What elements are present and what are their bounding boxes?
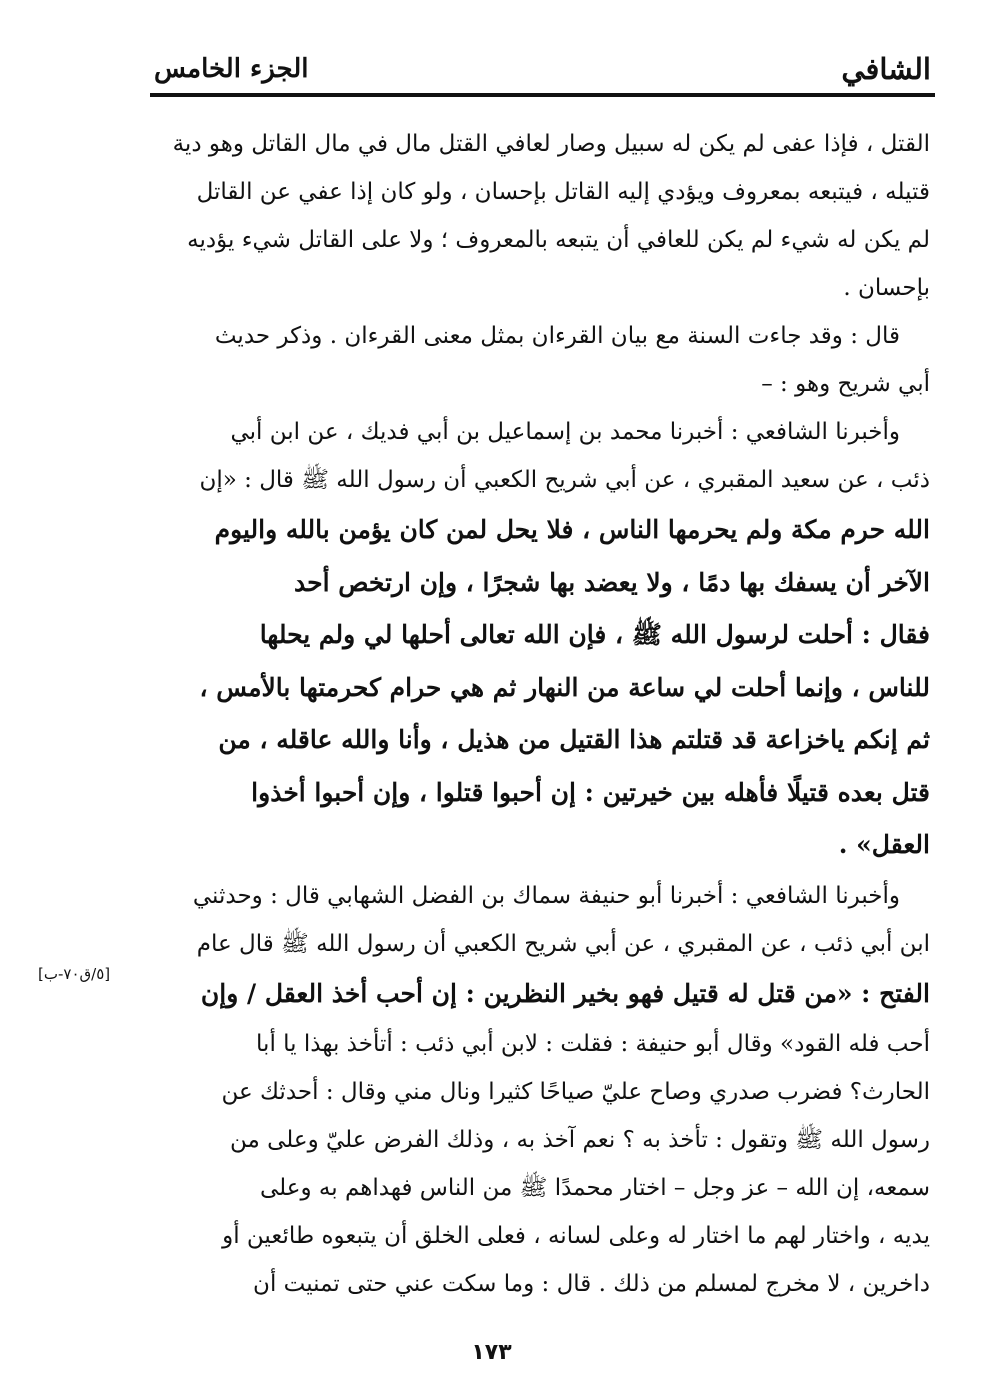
body-text [155, 120, 930, 1308]
text-line: سمعه، إن الله – عز وجل – اختار محمدًا ﷺ من الناس فهداهم به وعلى [259, 1175, 930, 1201]
text-line: بإحسان . [843, 275, 930, 301]
text-line: أحب فله القود» وقال أبو حنيفة : فقلت : لابن أبي ذئب : أتأخذ بهذا يا أبا [256, 1031, 930, 1057]
text-line: ذئب ، عن سعيد المقبري ، عن أبي شريح الكعبي أن رسول الله ﷺ قال : «إن [199, 467, 930, 493]
text-line: لم يكن له شيء لم يكن للعافي أن يتبعه بالمعروف ؛ ولا على القاتل شيء يؤديه [187, 227, 930, 253]
hadith-line: الآخر أن يسفك بها دمًا ، ولا يعضد بها شجرًا ، وإن ارتخص أحد [294, 567, 930, 597]
text-line: وأخبرنا الشافعي : أخبرنا أبو حنيفة سماك بن الفضل الشهابي قال : وحدثني [192, 882, 900, 909]
hadith-line: العقل» . [838, 830, 930, 859]
hadith-line: ثم إنكم ياخزاعة قد قتلتم هذا القتيل من هذيل ، وأنا والله عاقله ، من [218, 725, 930, 754]
hadith-line: الله حرم مكة ولم يحرمها الناس ، فلا يحل لمن كان يؤمن بالله واليوم [214, 515, 930, 544]
volume-title: الجزء الخامس [154, 54, 309, 84]
text-line: وأخبرنا الشافعي : أخبرنا محمد بن إسماعيل بن أبي فديك ، عن ابن أبي [230, 419, 900, 445]
text-line: ابن أبي ذئب ، عن المقبري ، عن أبي شريح الكعبي أن رسول الله ﷺ قال عام [196, 930, 930, 957]
text-line: داخرين ، لا مخرج لمسلم من ذلك . قال : وما سكت عني حتى تمنيت أن [253, 1271, 930, 1297]
hadith-line: فقال : أحلت لرسول الله ﷺ ، فإن الله تعالى أحلها لي ولم يحلها [259, 620, 930, 649]
text-line: القتل ، فإذا عفى لم يكن له سبيل وصار لعافي القتل مال في مال القاتل وهو دية [172, 131, 930, 157]
text-line: يديه ، واختار لهم ما اختار له وعلى لسانه ، فعلى الخلق أن يتبعوه طائعين أو [222, 1223, 930, 1249]
hadith-line: الفتح : «من قتل له قتيل فهو بخير النظرين : إن أحب أخذ العقل / وإن [200, 978, 930, 1008]
manuscript-folio-note: [٥/ق٧٠-ب] [38, 965, 111, 983]
text-line: رسول الله ﷺ وتقول : تأخذ به ؟ نعم آخذ به ، وذلك الفرض عليّ وعلى من [229, 1127, 930, 1153]
text-line: قتيله ، فيتبعه بمعروف ويؤدي إليه القاتل بإحسان ، ولو كان إذا عفي عن القاتل [196, 179, 930, 205]
hadith-line: قتل بعده قتيلًا فأهله بين خيرتين : إن أحبوا قتلوا ، وإن أحبوا أخذوا [251, 777, 930, 807]
text-line: الحارث؟ فضرب صدري وصاح عليّ صياحًا كثيرا ونال مني وقال : أحدثك عن [221, 1079, 930, 1105]
header-rule [150, 93, 935, 97]
book-title: الشافي [841, 52, 931, 86]
page-number: ١٧٣ [471, 1340, 512, 1365]
text-line: قال : وقد جاءت السنة مع بيان القرءان بمثل معنى القرءان . وذكر حديث [214, 323, 900, 349]
hadith-line: للناس ، وإنما أحلت لي ساعة من النهار ثم هي حرام كحرمتها بالأمس ، [199, 672, 930, 702]
text-line: أبي شريح وهو : – [761, 371, 930, 397]
running-header [150, 52, 935, 92]
